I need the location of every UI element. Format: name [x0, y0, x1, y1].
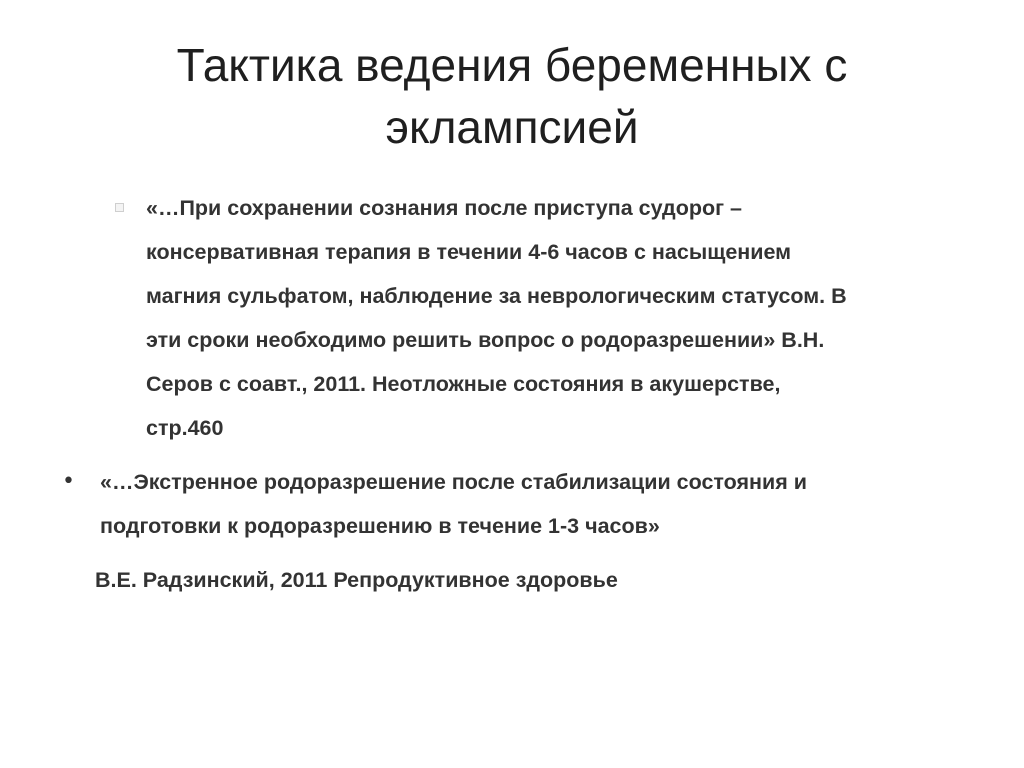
bullet-item-line: «…При сохранении сознания после приступа судорог – — [146, 196, 742, 220]
slide-title-line: эклампсией — [385, 101, 639, 153]
bullet-item-line: магния сульфатом, наблюдение за неврологическим статусом. В — [146, 284, 847, 308]
slide-title-line: Тактика ведения беременных с — [176, 39, 848, 91]
citation: В.Е. Радзинский, 2011 Репродуктивное здоровье — [95, 568, 618, 592]
bullet-item-line: Серов с соавт., 2011. Неотложные состояния в акушерстве, — [146, 372, 781, 396]
bullet-item-line: «…Экстренное родоразрешение после стабилизации состояния и — [100, 470, 807, 494]
bullet-item-2 — [100, 460, 960, 548]
bullet-item-line: эти сроки необходимо решить вопрос о родоразрешении» В.Н. — [146, 328, 825, 352]
bullet-item-line: консервативная терапия в течении 4-6 часов с насыщением — [146, 240, 792, 264]
dot-bullet-icon: • — [62, 469, 75, 494]
square-bullet-icon — [115, 203, 124, 212]
slide-title — [60, 34, 964, 158]
bullet-item-1 — [146, 186, 966, 450]
bullet-item-line: подготовки к родоразрешению в течение 1-3 часов» — [100, 514, 660, 538]
bullet-item-line: стр.460 — [146, 416, 224, 440]
